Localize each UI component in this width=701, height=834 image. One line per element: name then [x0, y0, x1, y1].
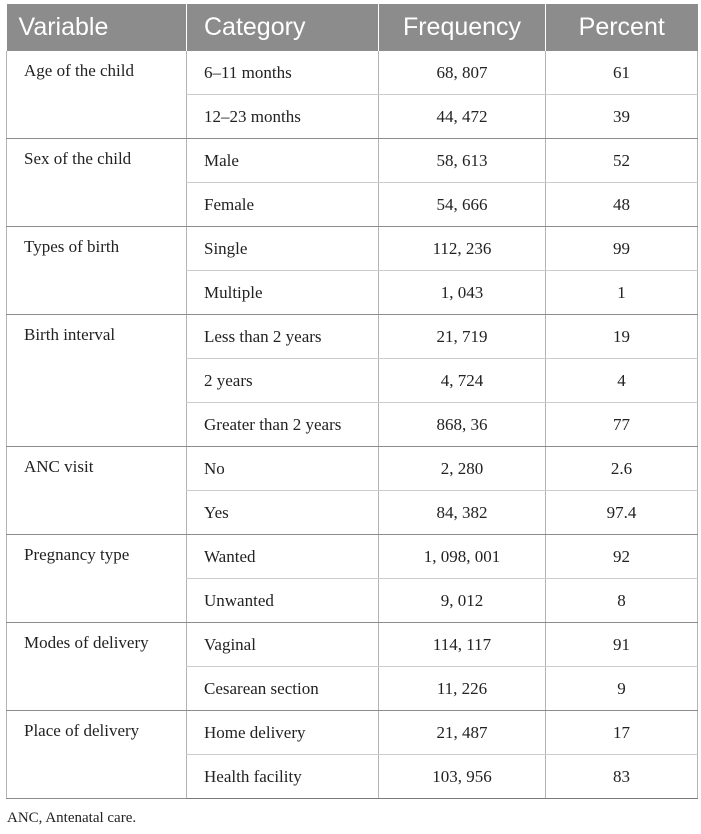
category-cell: Wanted — [187, 535, 379, 579]
percent-cell: 83 — [546, 755, 698, 799]
percent-cell: 1 — [546, 271, 698, 315]
header-frequency: Frequency — [379, 4, 546, 51]
category-cell: Male — [187, 139, 379, 183]
table-row — [7, 711, 698, 755]
percent-cell: 48 — [546, 183, 698, 227]
category-cell: Unwanted — [187, 579, 379, 623]
table-row — [7, 51, 698, 95]
frequency-cell: 1, 043 — [379, 271, 546, 315]
percent-cell: 8 — [546, 579, 698, 623]
category-cell: Home delivery — [187, 711, 379, 755]
variable-cell: ANC visit — [7, 447, 187, 535]
percent-cell: 2.6 — [546, 447, 698, 491]
frequency-cell: 114, 117 — [379, 623, 546, 667]
percent-cell: 97.4 — [546, 491, 698, 535]
category-cell: Health facility — [187, 755, 379, 799]
variable-cell: Pregnancy type — [7, 535, 187, 623]
table-header — [7, 4, 698, 51]
frequency-cell: 868, 36 — [379, 403, 546, 447]
frequency-cell: 1, 098, 001 — [379, 535, 546, 579]
frequency-cell: 21, 719 — [379, 315, 546, 359]
category-cell: Female — [187, 183, 379, 227]
variable-cell: Place of delivery — [7, 711, 187, 799]
frequency-cell: 103, 956 — [379, 755, 546, 799]
header-variable: Variable — [7, 4, 187, 51]
category-cell: No — [187, 447, 379, 491]
percent-cell: 61 — [546, 51, 698, 95]
category-cell: Multiple — [187, 271, 379, 315]
frequency-cell: 21, 487 — [379, 711, 546, 755]
category-cell: 6–11 months — [187, 51, 379, 95]
table-row — [7, 535, 698, 579]
frequency-cell: 11, 226 — [379, 667, 546, 711]
table-footnote: ANC, Antenatal care. — [7, 810, 137, 826]
category-cell: Single — [187, 227, 379, 271]
percent-cell: 77 — [546, 403, 698, 447]
category-cell: Vaginal — [187, 623, 379, 667]
header-percent: Percent — [546, 4, 698, 51]
percent-cell: 4 — [546, 359, 698, 403]
data-table — [6, 4, 698, 799]
variable-cell: Types of birth — [7, 227, 187, 315]
header-row — [7, 4, 698, 51]
category-cell: Cesarean section — [187, 667, 379, 711]
frequency-cell: 44, 472 — [379, 95, 546, 139]
category-cell: Yes — [187, 491, 379, 535]
variable-cell: Sex of the child — [7, 139, 187, 227]
category-cell: 12–23 months — [187, 95, 379, 139]
table-container — [6, 4, 697, 799]
category-cell: Less than 2 years — [187, 315, 379, 359]
frequency-cell: 2, 280 — [379, 447, 546, 491]
variable-cell: Modes of delivery — [7, 623, 187, 711]
percent-cell: 39 — [546, 95, 698, 139]
variable-cell: Birth interval — [7, 315, 187, 447]
frequency-cell: 58, 613 — [379, 139, 546, 183]
table-row — [7, 139, 698, 183]
table-row — [7, 623, 698, 667]
frequency-cell: 112, 236 — [379, 227, 546, 271]
category-cell: Greater than 2 years — [187, 403, 379, 447]
percent-cell: 9 — [546, 667, 698, 711]
variable-cell: Age of the child — [7, 51, 187, 139]
category-cell: 2 years — [187, 359, 379, 403]
table-row — [7, 315, 698, 359]
percent-cell: 17 — [546, 711, 698, 755]
frequency-cell: 84, 382 — [379, 491, 546, 535]
percent-cell: 52 — [546, 139, 698, 183]
percent-cell: 92 — [546, 535, 698, 579]
table-row — [7, 227, 698, 271]
frequency-cell: 9, 012 — [379, 579, 546, 623]
header-category: Category — [187, 4, 379, 51]
table-row — [7, 447, 698, 491]
table-body — [7, 51, 698, 799]
percent-cell: 99 — [546, 227, 698, 271]
frequency-cell: 4, 724 — [379, 359, 546, 403]
percent-cell: 91 — [546, 623, 698, 667]
frequency-cell: 68, 807 — [379, 51, 546, 95]
percent-cell: 19 — [546, 315, 698, 359]
frequency-cell: 54, 666 — [379, 183, 546, 227]
